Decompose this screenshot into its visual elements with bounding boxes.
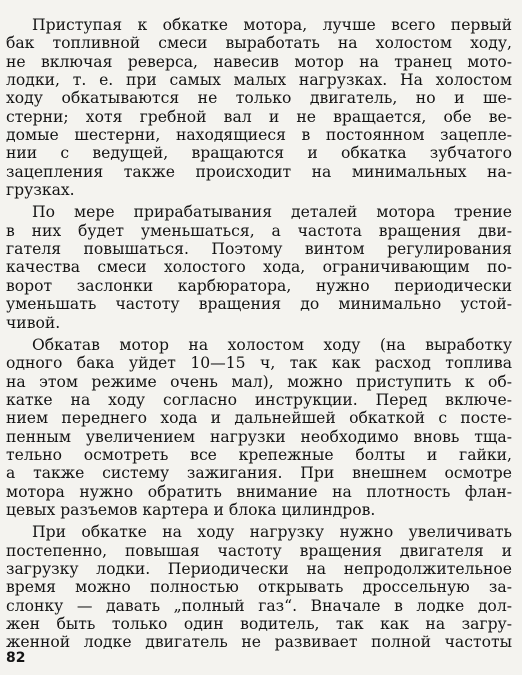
text-line: ходу обкатываются не только двигатель, но и ше- <box>6 89 512 108</box>
text-line: зацепления также происходит на минимальных на- <box>6 162 512 181</box>
text-line: ворот заслонки карбюратора, нужно периодически <box>6 276 512 295</box>
text-line: в них будет уменьшаться, а частота вращения дви- <box>6 221 512 240</box>
text-line: нии с ведущей, вращаются и обкатка зубчатого <box>6 144 512 163</box>
cut-off-top-line <box>6 8 512 16</box>
text-line: чивой. <box>6 313 61 332</box>
text-line: катке на ходу согласно инструкции. Перед включе- <box>6 390 512 409</box>
text-line: домые шестерни, находящиеся в постоянном зацепле- <box>6 126 512 145</box>
text-line: мотора нужно обратить внимание на плотность флан- <box>6 482 512 501</box>
text-line: гателя повышаться. Поэтому винтом регулирования <box>6 240 512 259</box>
text-line: уменьшать частоту вращения до минимально устой- <box>6 295 512 314</box>
paragraph <box>6 16 512 199</box>
text-line: тельно осмотреть все крепежные болты и гайки, <box>6 445 512 464</box>
paragraph <box>6 523 512 651</box>
text-line: постепенно, повышая частоту вращения двигателя и <box>6 541 512 560</box>
text-line: Приступая к обкатке мотора, лучше всего первый <box>32 16 512 34</box>
text-line: загрузку лодки. Периодически на непродолжительное <box>6 559 512 578</box>
text-line: качества смеси холостого хода, ограничивающим по- <box>6 258 512 277</box>
paragraph <box>6 336 512 519</box>
text-line: а также систему зажигания. При внешнем осмотре <box>6 464 512 483</box>
paragraph <box>6 203 512 331</box>
text-line: пенным увеличением нагрузки необходимо вновь тща- <box>6 427 512 446</box>
text-line: грузках. <box>6 181 75 200</box>
page-number: 82 <box>6 650 26 666</box>
text-line: женной лодке двигатель не развивает полной частоты <box>6 633 512 652</box>
text-line: лодки, т. е. при самых малых нагрузках. На холостом <box>6 71 512 90</box>
text-line: одного бака уйдет 10—15 ч, так как расход топлива <box>6 354 512 373</box>
text-line: нием переднего хода и дальнейшей обкаткой с посте- <box>6 409 512 428</box>
text-line: При обкатке на ходу нагрузку нужно увеличивать <box>32 523 512 542</box>
page-body <box>6 8 512 652</box>
text-line: жен быть только один водитель, так как на загру- <box>6 615 512 633</box>
text-line: не включая реверса, навесив мотор на транец мото- <box>6 52 512 71</box>
text-line: время можно полностью открывать дроссельную за- <box>6 578 512 597</box>
text-line: По мере прирабатывания деталей мотора трение <box>32 203 512 222</box>
text-line: на этом режиме очень мал), можно приступить к об- <box>6 372 512 391</box>
text-line: стерни; хотя гребной вал и не вращается, обе ве- <box>6 107 512 126</box>
text-line: цевых разъемов картера и блока цилиндров. <box>6 500 376 519</box>
text-line: Обкатав мотор на холостом ходу (на выработку <box>32 335 512 354</box>
text-line: бак топливной смеси выработать на холостом ходу, <box>6 34 512 53</box>
text-line: слонку — давать „полный газ“. Вначале в лодке дол- <box>6 596 512 615</box>
